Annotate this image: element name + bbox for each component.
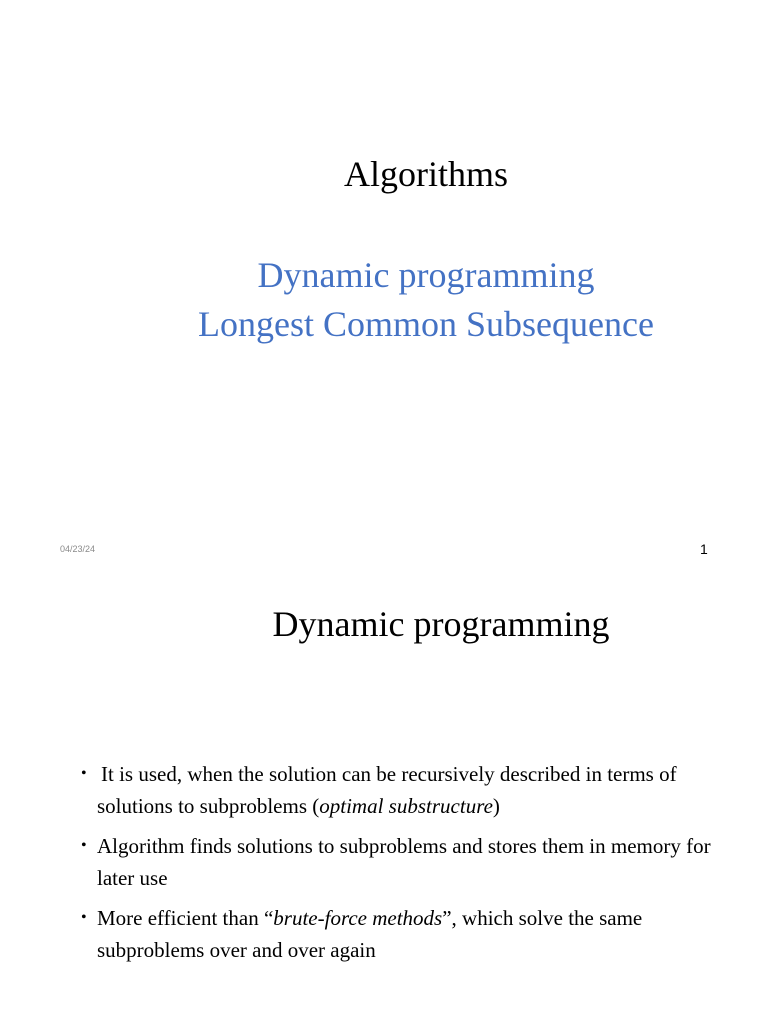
bullet-item: • It is used, when the solution can be recursively described in terms of solutions to subproblems (optimal substructure) [80, 758, 720, 822]
slide-subtitle-line-2: Longest Common Subsequence [198, 304, 654, 344]
bullet-dot-icon: • [81, 765, 87, 782]
bullet-dot-icon: • [81, 909, 87, 926]
bullet-item: • Algorithm finds solutions to subproblems and stores them in memory for later use [80, 830, 720, 894]
bullet-dot-icon: • [81, 837, 87, 854]
slide-title: Algorithms [343, 154, 508, 194]
slide-title: Dynamic programming [272, 604, 610, 644]
emphasis-text: optimal substructure [319, 794, 493, 818]
slide-subtitle-line-1: Dynamic programming [257, 255, 595, 295]
bullet-item: • More efficient than “brute-force methods”, which solve the same subproblems over and over again [80, 902, 720, 966]
slide-date: 04/23/24 [60, 544, 96, 554]
bullet-list [80, 758, 720, 974]
page-number: 1 [700, 541, 708, 557]
emphasis-text: brute-force methods [273, 906, 443, 930]
slide-2 [0, 572, 768, 1024]
